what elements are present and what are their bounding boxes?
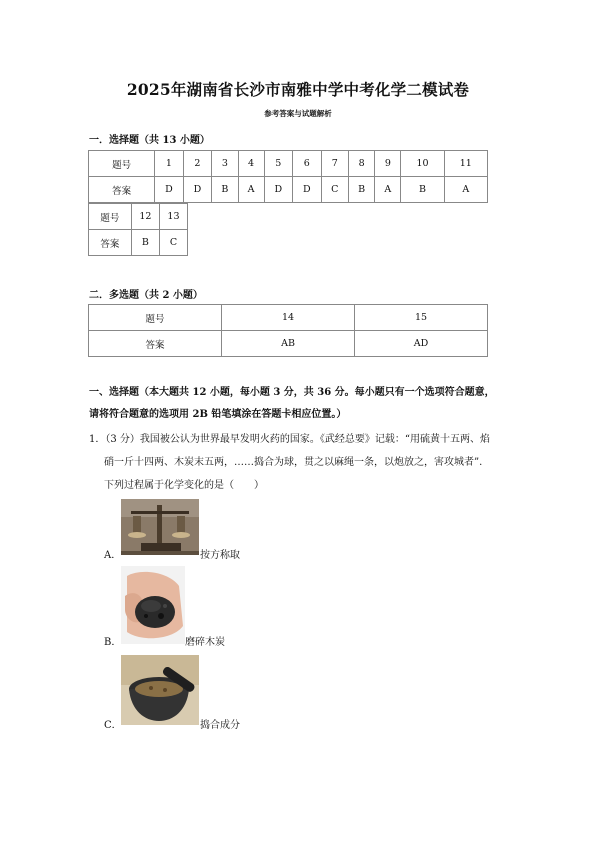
- table-cell: D: [183, 177, 212, 203]
- table-cell: B: [212, 177, 238, 203]
- table-cell: A: [375, 177, 401, 203]
- table-row: [89, 230, 188, 256]
- option-c-text: 捣合成分: [200, 720, 240, 731]
- question1-line2: 硝一斤十四两、木炭末五两，……捣合为球，贯之以麻绳一条，以炮放之，害攻城者”.: [104, 457, 483, 468]
- page-title: 2025年湖南省长沙市南雅中学中考化学二模试卷: [126, 80, 470, 99]
- table-cell: 4: [238, 151, 264, 177]
- table-cell: 13: [159, 204, 187, 230]
- table-cell: 15: [355, 305, 488, 331]
- table-cell: 10: [401, 151, 444, 177]
- table-cell: B: [131, 230, 159, 256]
- mortar-pestle-photo: [121, 655, 199, 725]
- table-cell-header: 答案: [89, 331, 222, 357]
- table-cell-header: 题号: [89, 204, 132, 230]
- table-cell-header: 答案: [89, 177, 155, 203]
- answer-table-2: [88, 304, 488, 357]
- answer-table-1: [88, 150, 488, 203]
- table-cell: 9: [375, 151, 401, 177]
- table-cell: A: [444, 177, 487, 203]
- table-cell: AB: [222, 331, 355, 357]
- table-cell: A: [238, 177, 264, 203]
- table-cell: D: [293, 177, 322, 203]
- part1-line2: 请将符合题意的选项用 2B 铅笔填涂在答题卡相应位置。）: [89, 409, 347, 420]
- table-cell: C: [321, 177, 348, 203]
- option-c-label: C．: [104, 720, 122, 731]
- option-b-text: 磨碎木炭: [185, 637, 225, 648]
- table-cell: 2: [183, 151, 212, 177]
- section2-heading: 二．多选题（共 2 小题）: [89, 290, 203, 301]
- table-cell: 12: [131, 204, 159, 230]
- table-cell-header: 题号: [89, 305, 222, 331]
- table-cell: 5: [264, 151, 293, 177]
- table-cell: D: [155, 177, 184, 203]
- table-cell: 6: [293, 151, 322, 177]
- scale-photo: [121, 499, 199, 555]
- table-cell: AD: [355, 331, 488, 357]
- option-a-text: 按方称取: [200, 550, 240, 561]
- table-cell: D: [264, 177, 293, 203]
- answer-table-1b: [88, 203, 188, 256]
- table-row: [89, 151, 488, 177]
- table-cell: C: [159, 230, 187, 256]
- question1-line3: 下列过程属于化学变化的是（ ）: [104, 480, 264, 491]
- table-cell-header: 题号: [89, 151, 155, 177]
- table-row: [89, 177, 488, 203]
- table-row: [89, 331, 488, 357]
- table-row: [89, 204, 188, 230]
- question1-line1: 1．（3 分）我国被公认为世界最早发明火药的国家。《武经总要》记载：“用硫黄十五两、焰: [89, 434, 491, 445]
- option-b-label: B．: [104, 637, 122, 648]
- table-cell: 14: [222, 305, 355, 331]
- table-cell: 11: [444, 151, 487, 177]
- table-cell: 7: [321, 151, 348, 177]
- option-a-label: A．: [104, 550, 122, 561]
- table-cell-header: 答案: [89, 230, 132, 256]
- table-cell: 8: [348, 151, 374, 177]
- page-subtitle: 参考答案与试题解析: [264, 109, 332, 118]
- charcoal-photo: [121, 566, 185, 644]
- part1-line1: 一、选择题（本大题共 12 小题，每小题 3 分，共 36 分。每小题只有一个选项符合题意，: [89, 387, 495, 398]
- section1-heading: 一．选择题（共 13 小题）: [89, 135, 210, 146]
- table-row: [89, 305, 488, 331]
- table-cell: B: [401, 177, 444, 203]
- table-cell: 1: [155, 151, 184, 177]
- table-cell: 3: [212, 151, 238, 177]
- table-cell: B: [348, 177, 374, 203]
